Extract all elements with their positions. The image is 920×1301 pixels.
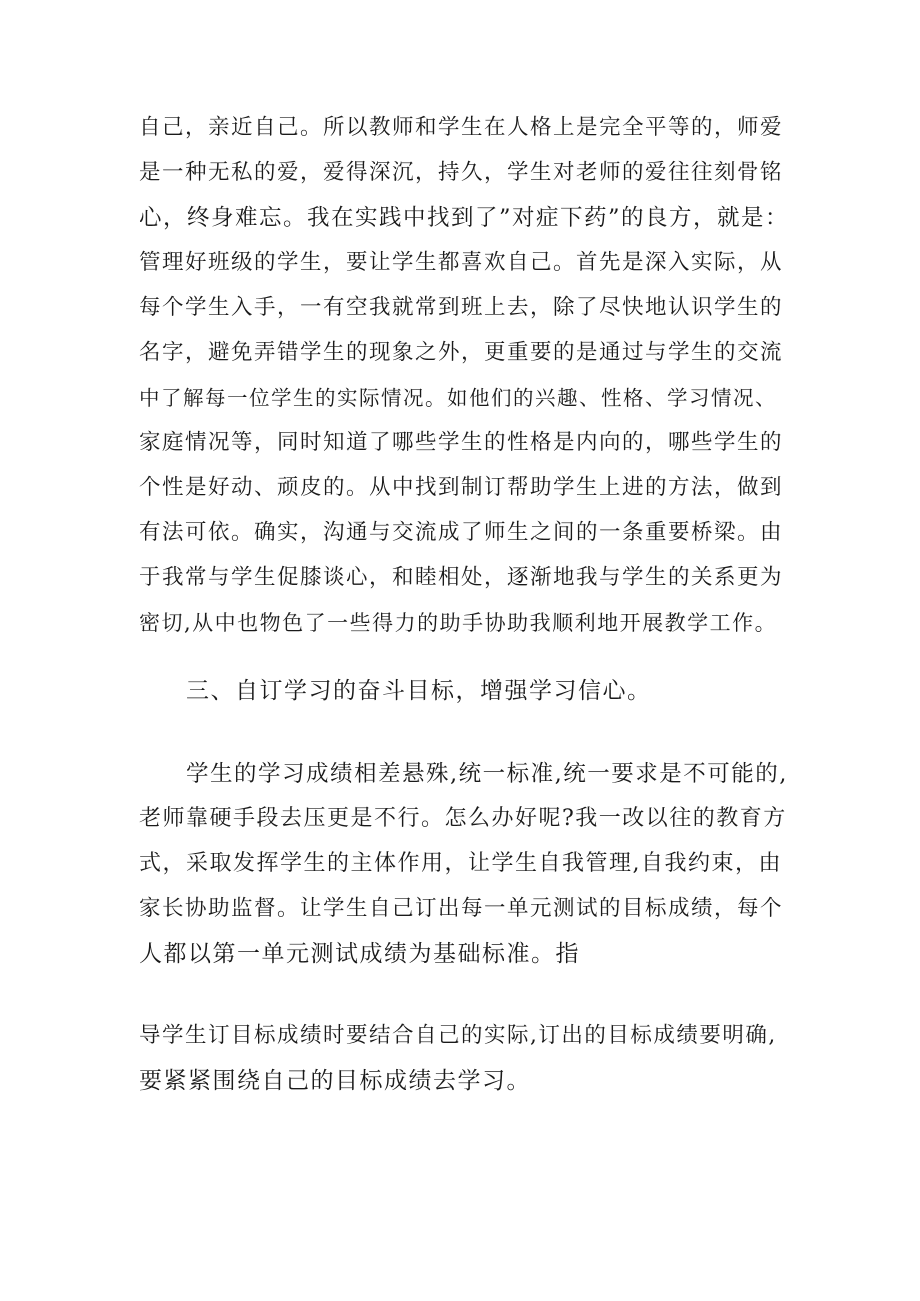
paragraph-1-line-1: 自己，亲近自己。所以教师和学生在人格上是完全平等的，师爱	[139, 115, 784, 140]
paragraph-1-line-7: 中了解每一位学生的实际情况。如他们的兴趣、性格、学习情况、	[139, 386, 777, 410]
paragraph-2-line-1: 学生的学习成绩相差悬殊,统一标准,统一要求是不可能的,	[186, 761, 788, 787]
paragraph-2-line-3: 式，采取发挥学生的主体作用，让学生自我管理,自我约束，由	[139, 851, 782, 876]
paragraph-2-line-5: 人都以第一单元测试成绩为基础标准。指	[139, 941, 580, 967]
paragraph-1-line-6: 名字，避免弄错学生的现象之外，更重要的是通过与学生的交流	[139, 340, 784, 365]
paragraph-2-line-2: 老师靠硬手段去压更是不行。怎么办好呢?我一改以往的教育方	[139, 806, 787, 831]
paragraph-1-line-4: 管理好班级的学生，要让学生都喜欢自己。首先是深入实际，从	[139, 250, 784, 275]
paragraph-1-line-3: 心，终身难忘。我在实践中找到了”对症下药”的良方，就是：	[139, 205, 790, 231]
section-heading: 三、自订学习的奋斗目标，增强学习信心。	[186, 678, 652, 704]
paragraph-1-line-12: 密切,从中也物色了一些得力的助手协助我顺利地开展教学工作。	[139, 611, 778, 635]
paragraph-1-line-2: 是一种无私的爱，爱得深沉，持久，学生对老师的爱往往刻骨铭	[139, 160, 784, 185]
paragraph-1-line-11: 于我常与学生促膝谈心，和睦相处，逐渐地我与学生的关系更为	[139, 565, 784, 590]
paragraph-1-line-10: 有法可依。确实，沟通与交流成了师生之间的一条重要桥梁。由	[139, 520, 784, 545]
paragraph-1-line-9: 个性是好动、顽皮的。从中找到制订帮助学生上进的方法，做到	[139, 475, 784, 500]
paragraph-1-line-5: 每个学生入手，一有空我就常到班上去，除了尽快地认识学生的	[139, 295, 784, 320]
paragraph-3-line-2: 要紧紧围绕自己的目标成绩去学习。	[139, 1068, 531, 1094]
paragraph-3-line-1: 导学生订目标成绩时要结合自己的实际,订出的目标成绩要明确,	[139, 1023, 777, 1048]
paragraph-2-line-4: 家长协助监督。让学生自己订出每一单元测试的目标成绩，每个	[139, 896, 784, 921]
paragraph-1-line-8: 家庭情况等，同时知道了哪些学生的性格是内向的，哪些学生的	[139, 430, 784, 455]
